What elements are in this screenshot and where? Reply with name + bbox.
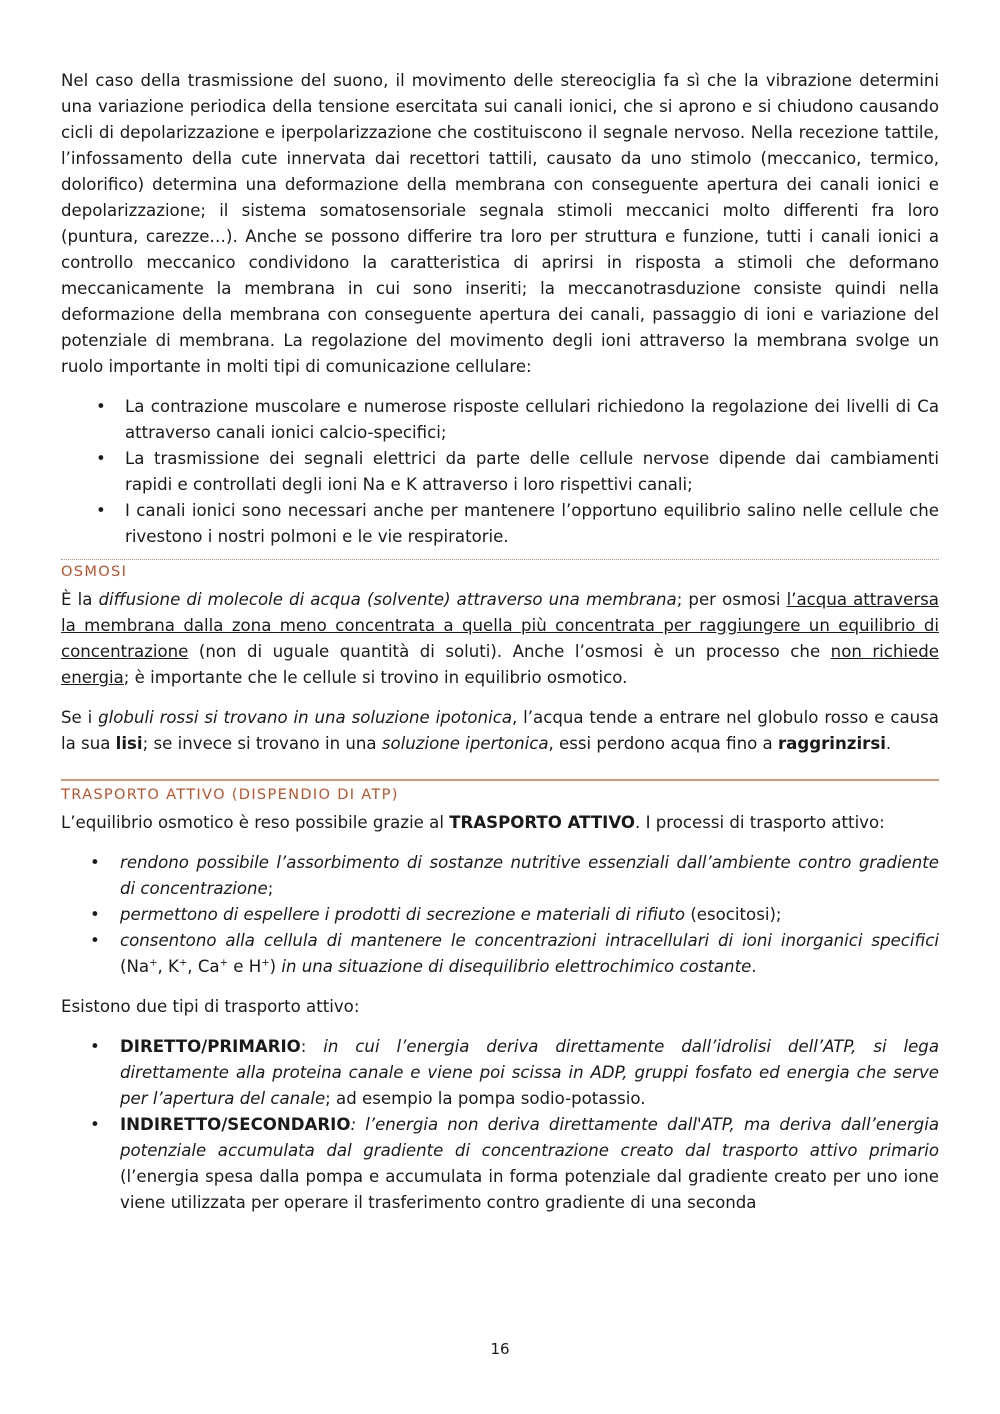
bullet-icon: • xyxy=(96,449,106,468)
osmosi-paragraph-1: È la diffusione di molecole di acqua (solvente) attraverso una membrana; per osmosi l’acqua attraversa la membrana dalla zona meno concentrata a quella più concentrata per raggiungere un equilibrio di concentrazione (non di uguale quantità di soluti). Anche l’osmosi è un processo che non richiede energia; è importante che le cellule si trovino in equilibrio osmotico. xyxy=(61,590,939,687)
section-heading-trasporto-attivo: TRASPORTO ATTIVO (DISPENDIO DI ATP) xyxy=(61,786,399,803)
bullet-icon: • xyxy=(96,501,106,520)
bullet-icon: • xyxy=(90,1115,100,1134)
intro-paragraph: Nel caso della trasmissione del suono, il movimento delle stereociglia fa sì che la vibrazione determini una variazione periodica della tensione esercitata sui canali ionici, che si aprono e si chiudono causando cicli di depolarizzazione e iperpolarizzazione che costituiscono il segnale nervoso. Nella recezione tattile, l’infossamento della cute innervata dai recettori tattili, causato da uno stimolo (meccanico, termico, dolorifico) determina una deformazione della membrana con conseguente apertura dei canali ionici e depolarizzazione; il sistema somatosensoriale segnala stimoli meccanici molto differenti fra loro (puntura, carezze…). Anche se possono differire tra loro per struttura e funzione, tutti i canali ionici a controllo meccanico condividono la caratteristica di aprirsi in risposta a stimoli che deformano meccanicamente la membrana in cui sono inseriti; la meccanotrasduzione consiste quindi nella deformazione della membrana con conseguente apertura dei canali, passaggio di ioni e variazione del potenziale di membrana. La regolazione del movimento degli ioni attraverso la membrana svolge un ruolo importante in molti tipi di comunicazione cellulare: xyxy=(61,71,939,376)
page-number: 16 xyxy=(490,1340,510,1358)
trasporto-bullet-list xyxy=(61,850,939,980)
trasporto-paragraph-1: L’equilibrio osmotico è reso possibile grazie al TRASPORTO ATTIVO. I processi di trasporto attivo: xyxy=(61,813,885,832)
trasporto-types-list xyxy=(61,1034,939,1216)
section-heading-osmosi: OSMOSI xyxy=(61,563,128,580)
list-item: • INDIRETTO/SECONDARIO: l’energia non deriva direttamente dall'ATP, ma deriva dall’energia potenziale accumulata dal gradiente di concentrazione creato dal trasporto attivo primario (l’energia spesa dalla pompa e accumulata in forma potenziale dal gradiente creato per uno ione viene utilizzata per operare il trasferimento contro gradiente di una seconda xyxy=(61,1112,939,1216)
osmosi-paragraph-2: Se i globuli rossi si trovano in una soluzione ipotonica, l’acqua tende a entrare nel globulo rosso e causa la sua lisi; se invece si trovano in una soluzione ipertonica, essi perdono acqua fino a raggrinzirsi. xyxy=(61,708,939,753)
list-item: • La contrazione muscolare e numerose risposte cellulari richiedono la regolazione dei livelli di Ca attraverso canali ionici calcio-specifici; xyxy=(61,394,939,446)
bullet-icon: • xyxy=(90,905,100,924)
list-item: • DIRETTO/PRIMARIO: in cui l’energia deriva direttamente dall’idrolisi dell’ATP, si lega direttamente alla proteina canale e viene poi scissa in ADP, gruppi fosfato ed energia che serve per l’apertura del canale; ad esempio la pompa sodio-potassio. xyxy=(61,1034,939,1112)
bullet-icon: • xyxy=(90,1037,100,1056)
list-item: • La trasmissione dei segnali elettrici da parte delle cellule nervose dipende dai cambiamenti rapidi e controllati degli ioni Na e K attraverso i loro rispettivi canali; xyxy=(61,446,939,498)
list-item: • rendono possibile l’assorbimento di sostanze nutritive essenziali dall’ambiente contro gradiente di concentrazione; xyxy=(61,850,939,902)
list-item: • consentono alla cellula di mantenere le concentrazioni intracellulari di ioni inorganici specifici (Na+, K+, Ca+ e H+) in una situazione di disequilibrio elettrochimico costante. xyxy=(61,928,939,980)
document-page xyxy=(61,68,939,1216)
bullet-icon: • xyxy=(96,397,106,416)
list-item: • I canali ionici sono necessari anche per mantenere l’opportuno equilibrio salino nelle cellule che rivestono i nostri polmoni e le vie respiratorie. xyxy=(61,498,939,550)
bullet-icon: • xyxy=(90,931,100,950)
bullet-icon: • xyxy=(90,853,100,872)
list-item: • permettono di espellere i prodotti di secrezione e materiali di rifiuto (esocitosi); xyxy=(61,902,939,928)
intro-bullet-list xyxy=(61,394,939,550)
trasporto-paragraph-2: Esistono due tipi di trasporto attivo: xyxy=(61,997,360,1016)
